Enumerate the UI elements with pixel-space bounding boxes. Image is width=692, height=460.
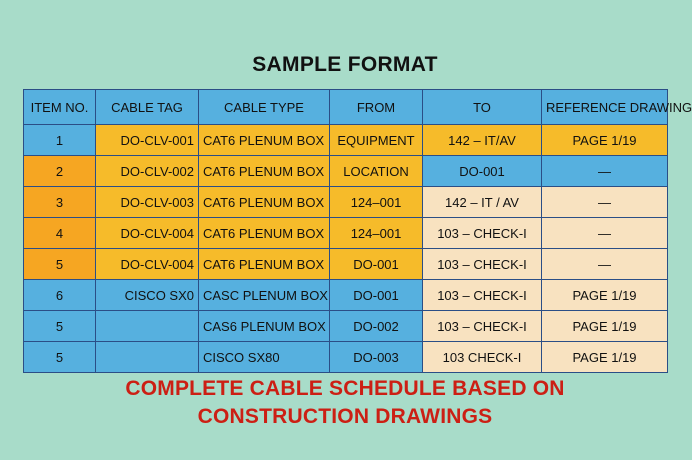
from-cell: 124–001: [330, 218, 423, 249]
cable-type-cell: CASC PLENUM BOX: [199, 280, 330, 311]
cable-tag-cell: DO-CLV-001: [96, 125, 199, 156]
cable-type-cell: CAT6 PLENUM BOX: [199, 187, 330, 218]
item-no-cell: 4: [24, 218, 96, 249]
page-title: SAMPLE FORMAT: [252, 53, 438, 76]
cable-type-cell: CISCO SX80: [199, 342, 330, 373]
item-no-cell: 5: [24, 342, 96, 373]
from-cell: DO-001: [330, 280, 423, 311]
cable-type-cell: CAT6 PLENUM BOX: [199, 125, 330, 156]
from-cell: DO-003: [330, 342, 423, 373]
to-cell: 142 – IT/AV: [423, 125, 542, 156]
cable-type-cell: CAT6 PLENUM BOX: [199, 156, 330, 187]
from-cell: 124–001: [330, 187, 423, 218]
table-row: [24, 218, 668, 249]
cable-tag-cell: [96, 342, 199, 373]
item-no-cell: 2: [24, 156, 96, 187]
to-cell: 103 – CHECK-I: [423, 218, 542, 249]
column-header-reference-drawing: REFERENCE DRAWING: [542, 90, 668, 125]
cable-tag-cell: DO-CLV-002: [96, 156, 199, 187]
reference-drawing-cell: PAGE 1/19: [542, 342, 668, 373]
item-no-cell: 5: [24, 311, 96, 342]
column-header-cable-type: CABLE TYPE: [199, 90, 330, 125]
from-cell: EQUIPMENT: [330, 125, 423, 156]
header-row: [24, 90, 668, 125]
table-row: [24, 342, 668, 373]
item-no-cell: 5: [24, 249, 96, 280]
cable-tag-cell: [96, 311, 199, 342]
cable-type-cell: CAT6 PLENUM BOX: [199, 218, 330, 249]
cable-schedule-table: [23, 89, 692, 373]
cable-tag-cell: CISCO SX0: [96, 280, 199, 311]
table-row: [24, 156, 668, 187]
to-cell: 103 – CHECK-I: [423, 311, 542, 342]
cable-type-cell: CAS6 PLENUM BOX: [199, 311, 330, 342]
subtitle-line-2: CONSTRUCTION DRAWINGS: [197, 405, 493, 428]
item-no-cell: 1: [24, 125, 96, 156]
table-row: [24, 280, 668, 311]
from-cell: LOCATION: [330, 156, 423, 187]
subtitle-line-1: COMPLETE CABLE SCHEDULE BASED ON: [125, 377, 565, 400]
column-header-item-no: ITEM NO.: [24, 90, 96, 125]
reference-drawing-cell: —: [542, 187, 668, 218]
column-header-cable-tag: CABLE TAG: [96, 90, 199, 125]
from-cell: DO-002: [330, 311, 423, 342]
reference-drawing-cell: PAGE 1/19: [542, 280, 668, 311]
cable-tag-cell: DO-CLV-003: [96, 187, 199, 218]
to-cell: DO-001: [423, 156, 542, 187]
table-row: [24, 249, 668, 280]
column-header-from: FROM: [330, 90, 423, 125]
to-cell: 103 CHECK-I: [423, 342, 542, 373]
reference-drawing-cell: —: [542, 156, 668, 187]
column-header-to: TO: [423, 90, 542, 125]
reference-drawing-cell: PAGE 1/19: [542, 125, 668, 156]
item-no-cell: 3: [24, 187, 96, 218]
table-row: [24, 311, 668, 342]
to-cell: 103 – CHECK-I: [423, 249, 542, 280]
to-cell: 103 – CHECK-I: [423, 280, 542, 311]
reference-drawing-cell: —: [542, 249, 668, 280]
to-cell: 142 – IT / AV: [423, 187, 542, 218]
cable-tag-cell: DO-CLV-004: [96, 218, 199, 249]
cable-tag-cell: DO-CLV-004: [96, 249, 199, 280]
table-row: [24, 125, 668, 156]
reference-drawing-cell: —: [542, 218, 668, 249]
from-cell: DO-001: [330, 249, 423, 280]
item-no-cell: 6: [24, 280, 96, 311]
reference-drawing-cell: PAGE 1/19: [542, 311, 668, 342]
table-row: [24, 187, 668, 218]
cable-type-cell: CAT6 PLENUM BOX: [199, 249, 330, 280]
